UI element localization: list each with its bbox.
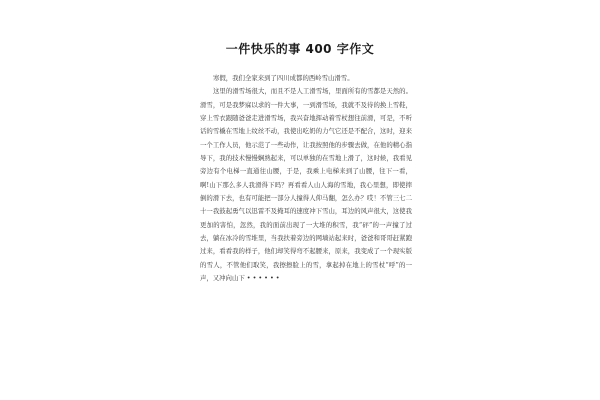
paragraph-intro: 寒假，我们全家来到了四川成都的西岭雪山滑雪。: [213, 74, 354, 82]
document-title: 一件快乐的事 400 字作文: [225, 42, 375, 56]
document-body: [200, 72, 412, 286]
paragraph-main: 这里的滑雪场很大，而且不是人工滑雪场，里面所有的雪都是天然的。滑雪，可是我梦寐以求的一件大事，一到滑雪场，我就不及待的换上雪鞋，穿上雪衣跟随爸爸走进滑雪场，我兴奋地挥动着雪杖想往前滑，可是，不听话的雪橇在雪地上纹丝不动，我使出吃奶的力气它还是不配合，这时，迎来一个工作人员，他示范了一些动作，让我按照他的步骤去做，在他的精心指导下，我的技术慢慢娴熟起来，可以单独的在雪地上滑了，这时候，我看见旁边有个电梯一直通往山腰，于是，我乘上电梯来到了山腰，往下一看，啊!山下那么多人我滑得下吗？再看看人山人海的雪地，我心里想，即使摔倒的滑下去，也有可能把一部分人撞得人仰马翻，怎么办？哎！不管三七二十一我鼓起勇气以迅雷不及掩耳的速度冲下雪山，耳边的风声很大，这使我更加的害怕，忽然，我的面前出现了一大堆的积雪，我“砰”的一声撞了过去，躺在冰冷的雪堆里，当我扶着旁边的网墙站起来时，爸爸和哥哥赶紧跑过来，看看我的样子，他们却笑得弯不起腰来，原来，我变成了一个现实版的雪人，不管他们取笑，我擦擦脸上的雪，拿起掉在地上的雪杖“呼”的一声，又冲向山下 • • • • • •: [200, 87, 412, 283]
